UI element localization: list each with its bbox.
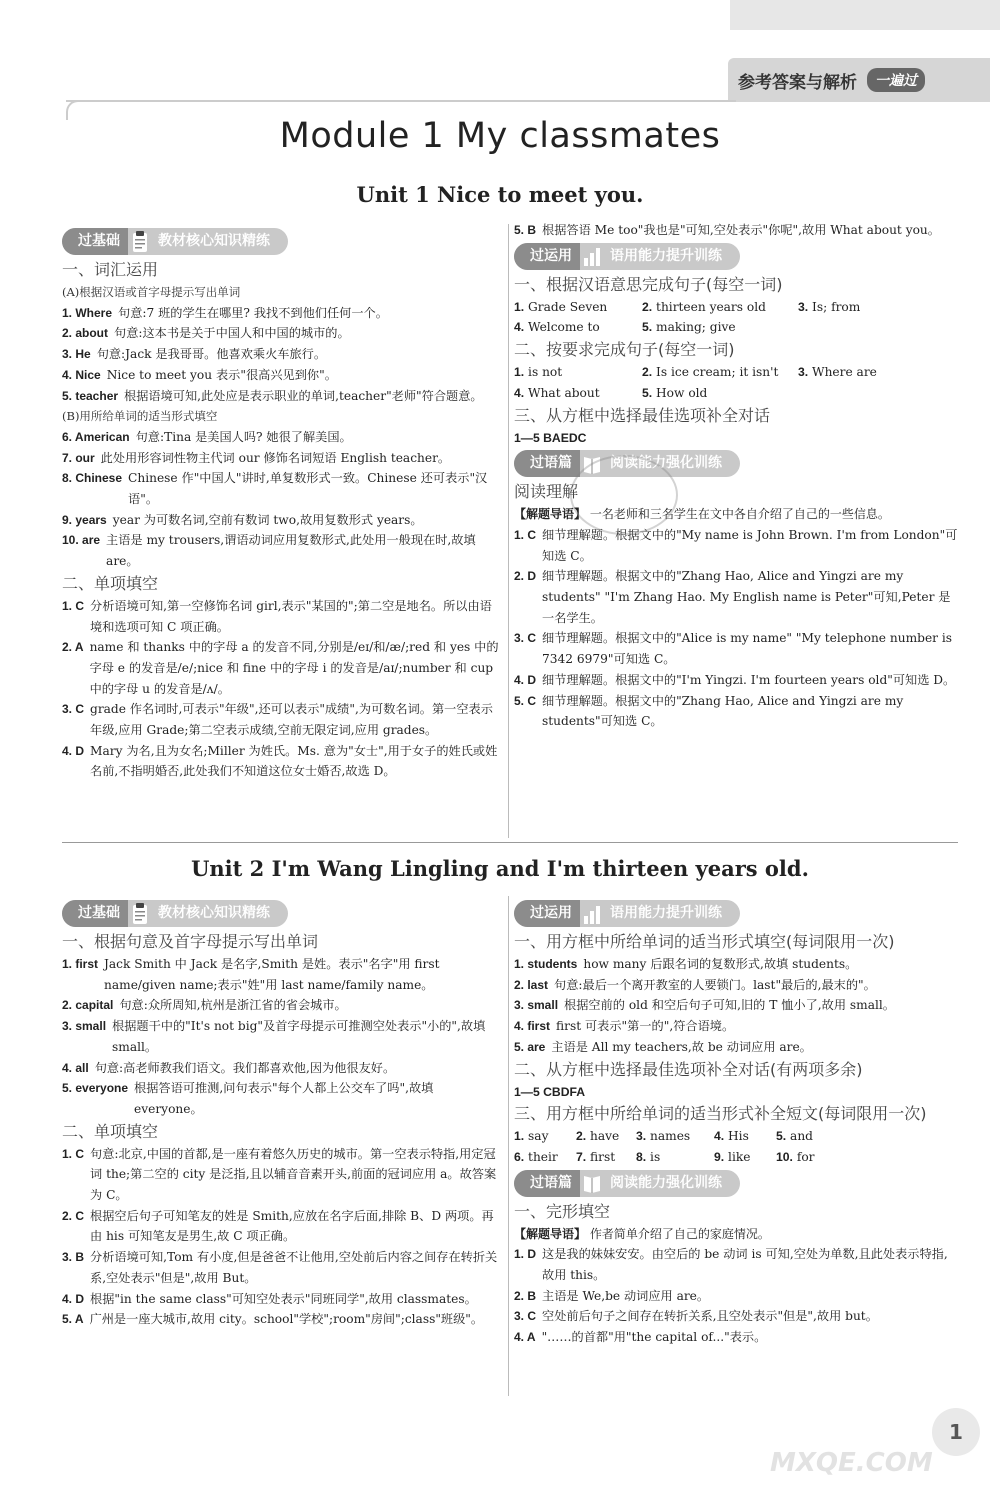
answer-key: 6. American xyxy=(62,429,130,444)
grid-answer xyxy=(514,297,642,318)
answer-key: 2. xyxy=(642,365,653,380)
answer-list xyxy=(62,1144,502,1330)
answer-item xyxy=(62,596,502,637)
grid-answer xyxy=(776,1126,958,1147)
pill-label: 过运用 xyxy=(514,900,580,927)
column-divider xyxy=(508,224,509,838)
section-heading: 三、用方框中所给单词的适当形式补全短文(每词限用一次) xyxy=(514,1104,927,1124)
answer-explanation: 细节理解题。根据文中的"Zhang Hao, Alice and Yingzi are my students" "I'm Zhang Hao. My English name is Peter"可知,Peter 是一名学生。 xyxy=(542,569,951,625)
page-number: 1 xyxy=(932,1408,980,1456)
answer-explanation: "……的首都"用"the capital of..."表示。 xyxy=(541,1330,767,1345)
answer-key: 2. about xyxy=(62,326,109,341)
answer-explanation: 句意:众所周知,杭州是浙江省的省会城市。 xyxy=(119,998,347,1013)
answer-item xyxy=(62,323,502,344)
grid-answer xyxy=(776,1147,958,1168)
section-pill xyxy=(514,1170,740,1197)
answer-key: 1. xyxy=(514,1129,525,1144)
section-heading: 一、词汇运用 xyxy=(62,260,159,279)
answer-explanation: 分析语境可知,第一空修饰名词 girl,表示"某国的";第二空是地名。所以由语境和选项可知 C 项正确。 xyxy=(90,598,492,634)
answer-value: say xyxy=(528,1129,549,1144)
answer-explanation: 主语是 We,be 动词应用 are。 xyxy=(542,1288,710,1303)
answer-key: 10. xyxy=(776,1149,793,1164)
answer-value: thirteen years old xyxy=(656,299,766,314)
answer-key: 1. C xyxy=(62,1146,85,1161)
subsection-heading: (A)根据汉语或首字母提示写出单词 xyxy=(62,285,241,299)
answer-item xyxy=(62,995,502,1016)
answer-key: 4. D xyxy=(62,1291,85,1306)
answer-key: 1. first xyxy=(62,957,99,971)
answer-explanation: 细节理解题。根据文中的"My name is John Brown. I'm from London"可知选 C。 xyxy=(542,527,958,563)
answer-explanation: 根据答语 Me too"我也是"可知,空处表示"你呢",故用 What about you。 xyxy=(542,223,940,237)
answer-key: 3. xyxy=(798,299,809,314)
answer-item xyxy=(514,691,958,732)
stamp-mark xyxy=(570,455,678,535)
section-heading: 三、从方框中选择最佳选项补全对话 xyxy=(514,405,771,425)
answer-item xyxy=(62,637,502,699)
answer-explanation: 根据题干中的"It's not big"及首字母提示可推测空处表示"小的",故填 small。 xyxy=(112,1019,486,1054)
answer-item xyxy=(514,1286,958,1307)
answer-explanation: 句意:这本书是关于中国人和中国的城市的。 xyxy=(114,326,350,341)
answer-explanation: 这是我的妹妹安安。由空后的 be 动词 is 可知,空处为单数,且此处表示特指,故用 this。 xyxy=(542,1247,948,1283)
answer-key: 1. C xyxy=(514,527,537,542)
answer-item xyxy=(514,628,958,669)
answer-key: 5. xyxy=(642,385,653,400)
answer-value: Welcome to xyxy=(528,320,600,335)
answer-item xyxy=(62,365,502,386)
guide-text: 作者简单介绍了自己的家庭情况。 xyxy=(589,1226,770,1241)
answer-key: 3. C xyxy=(514,1309,537,1324)
answer-explanation: 根据"in the same class"可知空处表示"同班同学",故用 classmates。 xyxy=(90,1291,477,1306)
answer-value: Is; from xyxy=(812,299,861,314)
brand-logo: 一遍过 xyxy=(867,68,925,92)
answer-list xyxy=(62,954,502,1120)
answer-item xyxy=(514,1037,958,1058)
answer-explanation: 空处前后句子之间存在转折关系,且空处表示"但是",故用 but。 xyxy=(542,1309,878,1324)
section-heading: 二、从方框中选择最佳选项补全对话(有两项多余) xyxy=(514,1059,863,1079)
header-tab xyxy=(728,58,990,102)
answer-key: 1. students xyxy=(514,957,578,971)
answer-key: 5. are xyxy=(514,1039,546,1054)
answer-item xyxy=(62,530,502,571)
answer-item xyxy=(514,1016,958,1037)
answer-key: 10. are xyxy=(62,533,101,548)
answer-list xyxy=(514,954,958,1058)
answer-key: 4. first xyxy=(514,1019,551,1034)
answer-key: 4. D xyxy=(514,672,537,687)
answer-key: 2. B xyxy=(514,1288,537,1303)
grid-answer xyxy=(642,383,798,404)
answer-key: 2. xyxy=(642,299,653,314)
answer-key: 5. A xyxy=(62,1312,84,1327)
answer-item xyxy=(514,220,958,241)
pill-title: 阅读能力强化训练 xyxy=(610,1174,722,1191)
answer-list xyxy=(62,427,502,572)
answer-value: first xyxy=(590,1149,616,1164)
answer-list xyxy=(62,596,502,782)
section-heading: 一、根据句意及首字母提示写出单词 xyxy=(62,932,319,951)
answer-value: their xyxy=(528,1149,558,1164)
section-pill xyxy=(514,243,740,270)
answer-key: 5. B xyxy=(514,223,537,237)
answer-key: 3. He xyxy=(62,347,91,362)
pill-label: 过基础 xyxy=(62,900,128,927)
answer-key: 6. xyxy=(514,1149,525,1164)
answer-item xyxy=(62,468,502,509)
grid-answer xyxy=(642,297,798,318)
guide-note xyxy=(514,1224,958,1245)
answer-value: names xyxy=(650,1129,691,1144)
section-pill xyxy=(514,900,740,927)
answer-key: 2. capital xyxy=(62,998,114,1013)
answer-key: 2. xyxy=(576,1129,587,1144)
answer-item xyxy=(62,741,502,782)
section-heading: 一、根据汉语意思完成句子(每空一词) xyxy=(514,274,783,294)
grid-answer xyxy=(514,362,642,383)
answer-item xyxy=(514,995,958,1016)
answer-explanation: 句意:7 班的学生在哪里? 我找不到他们任何一个。 xyxy=(118,305,388,320)
answer-grid xyxy=(514,1126,958,1167)
answer-explanation: 根据空前的 old 和空后句子可知,旧的 T 恤小了,故用 small。 xyxy=(564,998,895,1013)
unit2-title: Unit 2 I'm Wang Lingling and I'm thirteen years old. xyxy=(191,856,809,881)
chart-icon xyxy=(582,244,602,268)
grid-answer xyxy=(576,1147,636,1168)
unit-separator xyxy=(62,842,958,843)
grid-answer xyxy=(714,1126,776,1147)
answer-key: 1. C xyxy=(62,598,85,613)
answer-explanation: 主语是 my trousers,谓语动词应用复数形式,此处用一般现在时,故填 are。 xyxy=(106,533,476,569)
book-icon xyxy=(582,1171,602,1195)
answer-grid xyxy=(514,297,958,338)
answer-key: 4. xyxy=(714,1129,725,1144)
answer-item xyxy=(62,699,502,740)
section-heading: 二、按要求完成句子(每空一词) xyxy=(514,340,735,360)
answer-line: 1—5 BAEDC xyxy=(514,430,587,445)
pill-title: 教材核心知识精练 xyxy=(158,233,270,250)
answer-line: 1—5 CBDFA xyxy=(514,1084,586,1099)
grid-answer xyxy=(514,317,642,338)
section-heading: 二、单项填空 xyxy=(62,1121,159,1141)
section-pill xyxy=(62,900,288,927)
answer-value: have xyxy=(590,1129,620,1144)
pill-title: 语用能力提升训练 xyxy=(610,905,722,922)
answer-explanation: how many 后跟名词的复数形式,故填 students。 xyxy=(583,957,858,971)
grid-answer xyxy=(642,362,798,383)
answer-key: 1. D xyxy=(514,1247,537,1262)
grid-answer xyxy=(714,1147,776,1168)
answer-item xyxy=(514,566,958,628)
grid-answer xyxy=(514,1126,576,1147)
answer-key: 2. last xyxy=(514,977,549,992)
answer-item xyxy=(62,344,502,365)
answer-value: and xyxy=(790,1129,813,1144)
answer-value: for xyxy=(796,1149,815,1164)
answer-grid xyxy=(514,362,958,403)
answer-item xyxy=(62,1289,502,1310)
pill-label: 过运用 xyxy=(514,243,580,270)
answer-key: 9. years xyxy=(62,512,107,527)
answer-key: 9. xyxy=(714,1149,725,1164)
answer-key: 4. xyxy=(514,320,525,335)
top-bar xyxy=(730,0,1000,30)
answer-explanation: 句意:北京,中国的首都,是一座有着悠久历史的城市。第一空表示特指,用定冠词 the;第二空的 city 是泛指,且以辅音音素开头,前面的冠词应用 a。故答案为 C。 xyxy=(90,1146,497,1203)
grid-answer xyxy=(514,1147,576,1168)
answer-item xyxy=(62,303,502,324)
answer-item xyxy=(62,1309,502,1330)
answer-key: 1. Where xyxy=(62,305,113,320)
pill-title: 阅读能力强化训练 xyxy=(610,455,722,472)
answer-list xyxy=(514,525,958,732)
guide-label: 【解题导语】 xyxy=(514,1226,587,1241)
grid-answer xyxy=(636,1126,714,1147)
answer-explanation: 细节理解题。根据文中的"Zhang Hao, Alice and Yingzi are my students"可知选 C。 xyxy=(542,693,904,729)
guide-label: 【解题导语】 xyxy=(514,507,587,522)
site-watermark: MXQE.COM xyxy=(770,1448,933,1478)
answer-explanation: 细节理解题。根据文中的"I'm Yingzi. I'm fourteen years old"可知选 D。 xyxy=(542,672,956,687)
answer-explanation: 根据空后句子可知笔友的姓是 Smith,应放在名字后面,排除 B、D 两项。再由 his 可知笔友是男生,故 C 项正确。 xyxy=(90,1208,494,1244)
answer-key: 5. C xyxy=(514,693,537,708)
answer-value: His xyxy=(728,1129,749,1144)
answer-explanation: 句意:高老师教我们语文。我们都喜欢他,因为他很友好。 xyxy=(94,1060,396,1075)
answer-item xyxy=(62,1206,502,1247)
answer-explanation: Chinese 作"中国人"讲时,单复数形式一致。Chinese 还可表示"汉语"。 xyxy=(128,471,488,507)
answer-key: 5. xyxy=(776,1129,787,1144)
answer-item xyxy=(62,1078,502,1119)
answer-list xyxy=(514,1244,958,1348)
answer-item xyxy=(62,510,502,531)
answer-value: Grade Seven xyxy=(528,299,608,314)
answer-explanation: 细节理解题。根据文中的"Alice is my name" "My telephone number is 7342 6979"可知选 C。 xyxy=(542,631,953,667)
answer-item xyxy=(62,1144,502,1206)
answer-key: 8. xyxy=(636,1149,647,1164)
answer-key: 3. C xyxy=(62,702,85,717)
answer-explanation: 根据语境可知,此处应是表示职业的单词,teacher"老师"符合题意。 xyxy=(124,388,483,403)
answer-list xyxy=(62,303,502,407)
answer-list xyxy=(514,220,958,241)
answer-explanation: year 为可数名词,空前有数词 two,故用复数形式 years。 xyxy=(112,512,423,527)
answer-explanation: 根据答语可推测,问句表示"每个人都上公交车了吗",故填 everyone。 xyxy=(134,1081,434,1116)
answer-item xyxy=(62,1016,502,1057)
answer-explanation: first 可表示"第一的",符合语境。 xyxy=(556,1019,735,1034)
grid-answer xyxy=(514,383,642,404)
answer-item xyxy=(514,1244,958,1285)
answer-explanation: 广州是一座大城市,故用 city。school"学校";room"房间";class"班级"。 xyxy=(89,1312,484,1327)
answer-item xyxy=(62,954,502,995)
guide-text: 一名老师和三名学生在文中各自介绍了自己的一些信息。 xyxy=(589,507,890,522)
unit1-left-column xyxy=(62,226,502,782)
answer-item xyxy=(514,1327,958,1348)
grid-answer xyxy=(636,1147,714,1168)
pill-label: 过语篇 xyxy=(514,450,580,477)
answer-explanation: Jack Smith 中 Jack 是名字,Smith 是姓。表示"名字"用 first name/given name;表示"姓"用 last name/family name。 xyxy=(104,957,440,992)
answer-key: 3. C xyxy=(514,631,537,646)
grid-answer xyxy=(576,1126,636,1147)
answer-key: 3. B xyxy=(62,1250,85,1265)
pill-title: 语用能力提升训练 xyxy=(610,247,722,264)
answer-item xyxy=(514,670,958,691)
answer-value: is xyxy=(650,1149,661,1164)
answer-key: 4. D xyxy=(62,743,85,758)
chart-icon xyxy=(582,902,602,926)
grid-answer xyxy=(798,362,958,383)
answer-key: 4. all xyxy=(62,1060,89,1075)
answer-key: 5. teacher xyxy=(62,388,119,403)
pill-label: 过语篇 xyxy=(514,1170,580,1197)
answer-explanation: 分析语境可知,Tom 有小度,但是爸爸不让他用,空处前后内容之间存在转折关系,空处表示"但是",故用 But。 xyxy=(90,1250,498,1285)
answer-value: How old xyxy=(656,385,708,400)
answer-key: 3. xyxy=(798,365,809,380)
header-title: 参考答案与解析 xyxy=(738,72,857,93)
module-title: Module 1 My classmates xyxy=(279,116,721,156)
answer-value: Where are xyxy=(812,365,877,380)
answer-value: What about xyxy=(528,385,600,400)
answer-explanation: 句意:最后一个离开教室的人要锁门。last"最后的,最末的"。 xyxy=(554,977,876,992)
answer-key: 4. A xyxy=(514,1330,536,1345)
answer-explanation: 此处用形容词性物主代词 our 修饰名词短语 English teacher。 xyxy=(100,450,451,465)
answer-key: 3. small xyxy=(514,998,559,1013)
section-pill xyxy=(62,228,288,255)
section-heading: 阅读理解 xyxy=(514,482,579,502)
answer-key: 2. C xyxy=(62,1208,85,1223)
answer-explanation: name 和 thanks 中的字母 a 的发音不同,分别是/eɪ/和/æ/;red 和 yes 中的字母 e 的发音是/e/;nice 和 fine 中的字母 i 的发音是/aɪ/;number 和 cup 中的字母 u 的发音是/ʌ/。 xyxy=(89,640,499,696)
answer-explanation: Nice to meet you 表示"很高兴见到你"。 xyxy=(106,367,337,382)
answer-key: 8. Chinese xyxy=(62,471,123,486)
answer-explanation: 句意:Tina 是美国人吗? 她很了解美国。 xyxy=(135,429,352,444)
pill-label: 过基础 xyxy=(62,228,128,255)
answer-value: making; give xyxy=(656,320,736,335)
answer-explanation: 主语是 All my teachers,故 be 动词应用 are。 xyxy=(551,1039,812,1054)
answer-value: like xyxy=(728,1149,751,1164)
subsection-heading: (B)用所给单词的适当形式填空 xyxy=(62,409,218,424)
answer-explanation: 句意:Jack 是我哥哥。他喜欢乘火车旅行。 xyxy=(96,347,327,362)
answer-item xyxy=(62,448,502,469)
answer-value: is not xyxy=(528,365,563,380)
answer-value: Is ice cream; it isn't xyxy=(656,365,779,380)
unit2-left-column xyxy=(62,898,502,1330)
answer-item xyxy=(514,525,958,566)
answer-item xyxy=(514,975,958,996)
answer-key: 7. our xyxy=(62,450,95,465)
grid-answer xyxy=(642,317,798,338)
answer-key: 5. everyone xyxy=(62,1081,129,1096)
grid-answer xyxy=(798,297,958,318)
clipboard-icon xyxy=(130,902,150,926)
answer-item xyxy=(514,1306,958,1327)
answer-key: 3. xyxy=(636,1129,647,1144)
answer-item xyxy=(62,427,502,448)
section-heading: 二、单项填空 xyxy=(62,573,159,593)
answer-item xyxy=(62,1058,502,1079)
answer-key: 4. xyxy=(514,385,525,400)
clipboard-icon xyxy=(130,230,150,254)
column-divider xyxy=(508,896,509,1396)
section-heading: 一、完形填空 xyxy=(514,1201,611,1221)
answer-key: 2. A xyxy=(62,640,84,655)
pill-title: 教材核心知识精练 xyxy=(158,905,270,922)
answer-key: 1. xyxy=(514,299,525,314)
unit1-title: Unit 1 Nice to meet you. xyxy=(356,182,644,207)
answer-key: 5. xyxy=(642,320,653,335)
answer-key: 7. xyxy=(576,1149,587,1164)
answer-key: 4. Nice xyxy=(62,367,101,382)
answer-key: 2. D xyxy=(514,569,537,584)
answer-key: 1. xyxy=(514,365,525,380)
answer-item xyxy=(62,386,502,407)
answer-key: 3. small xyxy=(62,1019,107,1034)
unit2-right-column xyxy=(514,898,958,1348)
section-heading: 一、用方框中所给单词的适当形式填空(每词限用一次) xyxy=(514,932,895,951)
header-rule xyxy=(66,100,736,102)
answer-item xyxy=(514,954,958,975)
answer-explanation: Mary 为名,且为女名;Miller 为姓氏。Ms. 意为"女士",用于女子的姓氏或姓名前,不指明婚否,此处我们不知道这位女士婚否,故选 D。 xyxy=(90,743,498,779)
answer-item xyxy=(62,1247,502,1288)
answer-explanation: grade 作名词时,可表示"年级",还可以表示"成绩",为可数名词。第一空表示年级,应用 Grade;第二空表示成绩,空前无限定词,应用 grades。 xyxy=(90,702,493,738)
